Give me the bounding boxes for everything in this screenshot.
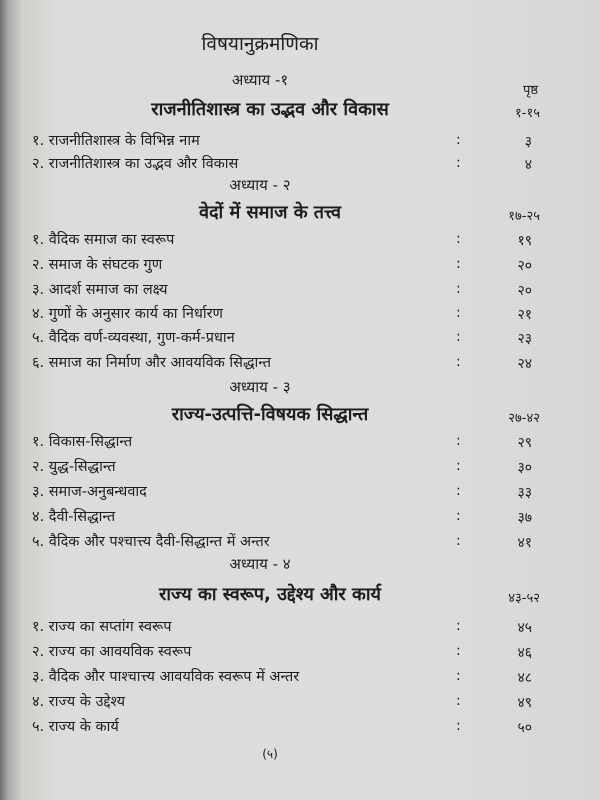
toc-entry-page: ४१ — [517, 535, 532, 551]
chapter-label: अध्याय -१ — [231, 71, 289, 89]
separator: : — [456, 305, 461, 321]
toc-entry: २. समाज के संघटक गुण — [32, 257, 163, 273]
chapter-label: अध्याय - ४ — [229, 555, 291, 573]
separator: : — [456, 132, 461, 148]
separator: : — [456, 354, 461, 370]
toc-entry-page: ३७ — [517, 510, 532, 526]
toc-entry-page: ४९ — [517, 695, 532, 711]
toc-entry: ४. गुणों के अनुसार कार्य का निर्धारण — [32, 306, 224, 322]
separator: : — [456, 643, 461, 659]
toc-entry: २. युद्ध-सिद्धान्त — [32, 459, 116, 475]
toc-entry-page: २० — [517, 283, 532, 299]
page-number: (५) — [262, 747, 278, 761]
separator: : — [456, 231, 461, 247]
toc-entry-page: ४८ — [517, 670, 532, 686]
page-title: विषयानुक्रमणिका — [201, 33, 319, 55]
separator: : — [456, 718, 461, 734]
page-column-header: पृष्ठ — [522, 83, 538, 98]
chapter-title: राज्य-उत्पत्ति-विषयक सिद्धान्त — [171, 404, 369, 425]
chapter-title: राजनीतिशास्त्र का उद्भव और विकास — [151, 99, 389, 120]
toc-entry: ४. राज्य के उद्देश्य — [32, 694, 126, 710]
toc-entry-page: ३३ — [517, 485, 532, 501]
chapter-label: अध्याय - २ — [229, 176, 291, 194]
toc-entry-page: ४ — [524, 157, 532, 173]
chapter-page-range: २७-४२ — [508, 411, 540, 426]
toc-entry: २. राज्य का आवयविक स्वरूप — [32, 644, 192, 660]
toc-entry-page: ४६ — [517, 645, 532, 661]
toc-entry: ५. वैदिक और पश्चात्त्य दैवी-सिद्धान्त में अन्तर — [32, 534, 270, 550]
separator: : — [456, 155, 461, 171]
separator: : — [456, 618, 461, 634]
separator: : — [456, 458, 461, 474]
toc-entry-page: २३ — [517, 331, 532, 347]
toc-entry: १. राजनीतिशास्त्र के विभिन्न नाम — [32, 133, 200, 149]
chapter-label: अध्याय - ३ — [229, 378, 291, 396]
separator: : — [456, 256, 461, 272]
toc-entry-page: ३० — [517, 460, 532, 476]
toc-entry: ४. दैवी-सिद्धान्त — [32, 509, 116, 525]
toc-entry-page: २४ — [517, 356, 532, 372]
chapter-title: वेदों में समाज के तत्त्व — [198, 202, 342, 223]
separator: : — [456, 281, 461, 297]
toc-entry: ५. वैदिक वर्ण-व्यवस्था, गुण-कर्म-प्रधान — [32, 330, 235, 346]
separator: : — [456, 693, 461, 709]
separator: : — [456, 533, 461, 549]
separator: : — [456, 483, 461, 499]
toc-entry: ३. समाज-अनुबन्धवाद — [32, 484, 147, 500]
toc-entry: ५. राज्य के कार्य — [32, 719, 119, 735]
toc-entry: १. विकास-सिद्धान्त — [32, 434, 133, 450]
chapter-title: राज्य का स्वरूप, उद्देश्य और कार्य — [158, 584, 381, 605]
toc-entry: २. राजनीतिशास्त्र का उद्भव और विकास — [32, 156, 239, 172]
separator: : — [456, 668, 461, 684]
toc-entry: १. राज्य का सप्तांग स्वरूप — [32, 619, 172, 635]
separator: : — [456, 433, 461, 449]
toc-entry-page: ३ — [524, 134, 532, 150]
toc-entry-page: ४५ — [517, 620, 532, 636]
toc-entry: ३. आदर्श समाज का लक्ष्य — [32, 282, 168, 298]
toc-entry-page: २९ — [517, 435, 532, 451]
separator: : — [456, 508, 461, 524]
toc-entry: ६. समाज का निर्माण और आवयविक सिद्धान्त — [32, 355, 272, 371]
toc-entry-page: २१ — [517, 307, 532, 323]
toc-entry-page: २० — [517, 258, 532, 274]
toc-entry: १. वैदिक समाज का स्वरूप — [32, 232, 175, 248]
chapter-page-range: १-१५ — [515, 106, 540, 121]
toc-entry: ३. वैदिक और पाश्चात्त्य आवयविक स्वरूप में अन्तर — [32, 669, 300, 685]
separator: : — [456, 329, 461, 345]
toc-entry-page: १९ — [517, 233, 532, 249]
chapter-page-range: १७-२५ — [508, 209, 540, 224]
toc-entry-page: ५० — [517, 720, 532, 736]
chapter-page-range: ४३-५२ — [508, 591, 540, 606]
